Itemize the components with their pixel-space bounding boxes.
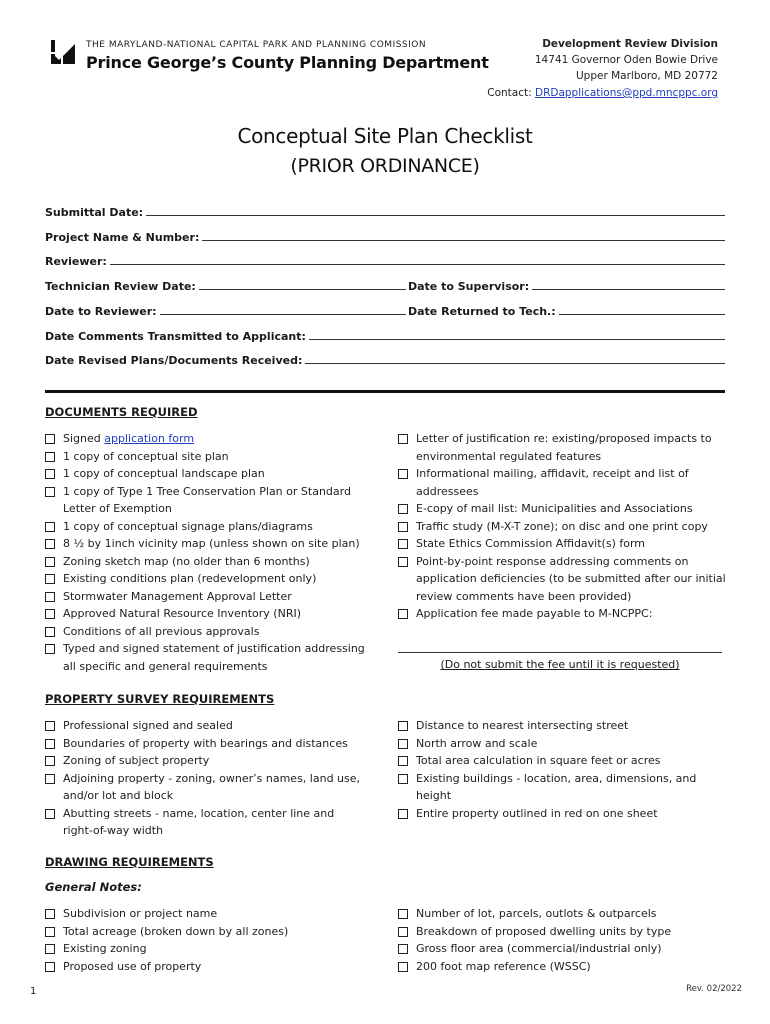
- checkbox[interactable]: [398, 809, 408, 819]
- checkbox[interactable]: [45, 522, 55, 532]
- item-text: State Ethics Commission Affidavit(s) form: [416, 537, 646, 550]
- project-name-field[interactable]: [45, 231, 725, 244]
- checkbox[interactable]: [45, 539, 55, 549]
- checkbox[interactable]: [45, 557, 55, 567]
- item-text: Signed: [63, 432, 101, 445]
- property-survey-right-list: [398, 717, 726, 822]
- fee-amount-line[interactable]: [398, 652, 722, 653]
- item-text: Zoning of subject property: [63, 754, 210, 767]
- checkbox[interactable]: [45, 756, 55, 766]
- checklist-item[interactable]: [45, 588, 365, 606]
- drawing-requirements-heading: DRAWING REQUIREMENTS: [45, 855, 214, 869]
- checkbox[interactable]: [45, 469, 55, 479]
- checkbox[interactable]: [45, 927, 55, 937]
- revision-note: Rev. 02/2022: [686, 984, 742, 994]
- checkbox[interactable]: [398, 756, 408, 766]
- item-text: Proposed use of property: [63, 959, 202, 973]
- reviewer-line[interactable]: [110, 263, 725, 265]
- contact-line: [487, 87, 718, 99]
- checklist-item[interactable]: [398, 958, 726, 976]
- documents-left-list: [45, 430, 365, 675]
- project-name-label: Project Name & Number:: [45, 231, 200, 244]
- item-text: Conditions of all previous approvals: [63, 624, 260, 638]
- date-to-supervisor-field[interactable]: [408, 280, 725, 293]
- date-to-reviewer-field[interactable]: [45, 305, 406, 318]
- date-comments-transmitted-line[interactable]: [309, 338, 725, 340]
- checklist-item[interactable]: [398, 465, 726, 500]
- reviewer-label: Reviewer:: [45, 255, 107, 268]
- item-text: Adjoining property - zoning, owner’s names, land use, and/or lot and block: [63, 771, 361, 802]
- item-text: 1 copy of conceptual landscape plan: [63, 467, 265, 480]
- logo-icon: [51, 40, 75, 64]
- item-text: Breakdown of proposed dwelling units by type: [416, 924, 672, 938]
- checklist-item[interactable]: [45, 923, 367, 941]
- checkbox[interactable]: [398, 504, 408, 514]
- technician-review-date-label: Technician Review Date:: [45, 280, 196, 293]
- checkbox[interactable]: [398, 739, 408, 749]
- checklist-item[interactable]: [398, 923, 726, 941]
- documents-right-list: [398, 430, 726, 623]
- date-returned-to-tech-label: Date Returned to Tech.:: [408, 305, 556, 318]
- checkbox[interactable]: [45, 434, 55, 444]
- date-to-reviewer-line[interactable]: [160, 313, 406, 315]
- contact-label: Contact:: [487, 87, 532, 99]
- contact-email-link[interactable]: DRDapplications@ppd.mncppc.org: [534, 87, 718, 99]
- checkbox[interactable]: [45, 944, 55, 954]
- checkbox[interactable]: [398, 539, 408, 549]
- project-name-line[interactable]: [202, 239, 725, 241]
- property-survey-left-list: [45, 717, 367, 840]
- checklist-item[interactable]: [398, 940, 726, 958]
- checkbox[interactable]: [398, 434, 408, 444]
- checklist-item[interactable]: [398, 553, 726, 606]
- checklist-item[interactable]: [45, 640, 365, 675]
- item-text: Existing buildings - location, area, dimensions, and height: [416, 771, 697, 802]
- date-revised-received-line[interactable]: [305, 362, 725, 364]
- checklist-item[interactable]: [45, 940, 367, 958]
- checklist-item[interactable]: [45, 735, 367, 753]
- drawing-left-list: [45, 905, 367, 975]
- checklist-item[interactable]: [45, 430, 365, 448]
- item-text: Subdivision or project name: [63, 907, 218, 920]
- date-returned-to-tech-field[interactable]: [408, 305, 725, 318]
- checkbox[interactable]: [45, 962, 55, 972]
- item-text: 1 copy of Type 1 Tree Conservation Plan or Standard Letter of Exemption: [63, 484, 351, 515]
- checklist-item[interactable]: [45, 448, 365, 466]
- checklist-item[interactable]: [45, 770, 367, 805]
- address-line1: 14741 Governor Oden Bowie Drive: [534, 54, 718, 66]
- checklist-item[interactable]: [45, 805, 367, 840]
- checklist-item[interactable]: [398, 770, 726, 805]
- item-text: Existing zoning: [63, 942, 147, 955]
- checkbox[interactable]: [45, 644, 55, 654]
- checklist-item[interactable]: [398, 905, 726, 923]
- checkbox[interactable]: [398, 557, 408, 567]
- item-text: Traffic study (M-X-T zone); on disc and one print copy: [416, 519, 708, 533]
- checklist-item[interactable]: [398, 518, 726, 536]
- drawing-right-list: [398, 905, 726, 975]
- item-text: 1 copy of conceptual signage plans/diagrams: [63, 519, 313, 533]
- checklist-item[interactable]: [398, 805, 726, 823]
- item-text: Abutting streets - name, location, center line and right-of-way width: [63, 806, 335, 837]
- date-to-reviewer-label: Date to Reviewer:: [45, 305, 157, 318]
- item-text: Informational mailing, affidavit, receipt and list of addressees: [416, 467, 689, 498]
- checklist-item[interactable]: [45, 958, 367, 976]
- date-to-supervisor-label: Date to Supervisor:: [408, 280, 530, 293]
- date-revised-received-label: Date Revised Plans/Documents Received:: [45, 354, 303, 367]
- fee-note: (Do not submit the fee until it is requested): [440, 658, 680, 671]
- item-text: Total area calculation in square feet or acres: [416, 754, 661, 767]
- item-text: Zoning sketch map (no older than 6 months): [63, 554, 310, 568]
- item-text: North arrow and scale: [416, 736, 538, 750]
- checkbox[interactable]: [45, 909, 55, 919]
- division-name: Development Review Division: [542, 38, 718, 50]
- item-text: Point-by-point response addressing comments on application deficiencies (to be submitted after our initial review comments have been provided): [416, 554, 726, 603]
- checklist-item[interactable]: [45, 605, 365, 623]
- checklist-item[interactable]: [45, 905, 367, 923]
- item-text: Approved Natural Resource Inventory (NRI): [63, 607, 302, 620]
- checklist-item[interactable]: [398, 717, 726, 735]
- item-text: E-copy of mail list: Municipalities and Associations: [416, 502, 693, 515]
- checklist-item[interactable]: [398, 430, 726, 465]
- checklist-item[interactable]: [45, 483, 365, 518]
- checklist-item[interactable]: [398, 752, 726, 770]
- checklist-item[interactable]: [398, 605, 726, 623]
- checkbox[interactable]: [398, 774, 408, 784]
- submittal-date-line[interactable]: [146, 214, 725, 216]
- checkbox[interactable]: [398, 927, 408, 937]
- item-text: 8 ½ by 1inch vicinity map (unless shown on site plan): [63, 537, 360, 550]
- division-address-block: [535, 36, 718, 84]
- checkbox[interactable]: [398, 909, 408, 919]
- checklist-item[interactable]: [398, 535, 726, 553]
- checklist-item[interactable]: [45, 518, 365, 536]
- page-subtitle: (PRIOR ORDINANCE): [290, 155, 480, 177]
- checkbox[interactable]: [398, 522, 408, 532]
- page-number: 1: [30, 986, 37, 997]
- checklist-item[interactable]: [45, 623, 365, 641]
- item-text: Boundaries of property with bearings and distances: [63, 736, 348, 750]
- item-text: Professional signed and sealed: [63, 719, 233, 732]
- checkbox[interactable]: [398, 962, 408, 972]
- item-text: 1 copy of conceptual site plan: [63, 449, 229, 463]
- checkbox[interactable]: [398, 721, 408, 731]
- date-comments-transmitted-label: Date Comments Transmitted to Applicant:: [45, 330, 306, 343]
- item-text: Application fee made payable to M-NCPPC:: [416, 607, 653, 620]
- checklist-item[interactable]: [45, 465, 365, 483]
- item-text: Number of lot, parcels, outlots & outparcels: [416, 907, 657, 920]
- checklist-item[interactable]: [398, 735, 726, 753]
- item-text: Letter of justification re: existing/proposed impacts to environmental regulated features: [416, 432, 712, 463]
- page-title: Conceptual Site Plan Checklist: [237, 124, 533, 148]
- date-returned-to-tech-line[interactable]: [559, 313, 725, 315]
- checkbox[interactable]: [398, 609, 408, 619]
- property-survey-heading: PROPERTY SURVEY REQUIREMENTS: [45, 692, 275, 706]
- item-text: 200 foot map reference (WSSC): [416, 959, 591, 973]
- item-text: Existing conditions plan (redevelopment only): [63, 572, 317, 585]
- checkbox[interactable]: [45, 452, 55, 462]
- checkbox[interactable]: [45, 609, 55, 619]
- checklist-item[interactable]: [45, 717, 367, 735]
- section-divider: [45, 390, 725, 393]
- checklist-item[interactable]: [398, 500, 726, 518]
- checkbox[interactable]: [45, 574, 55, 584]
- checklist-item[interactable]: [45, 570, 365, 588]
- date-revised-received-field[interactable]: [45, 354, 725, 367]
- checkbox[interactable]: [45, 721, 55, 731]
- item-text: Typed and signed statement of justification addressing all specific and general requirements: [63, 642, 365, 673]
- documents-required-heading: DOCUMENTS REQUIRED: [45, 405, 198, 419]
- reviewer-field[interactable]: [45, 255, 725, 268]
- checkbox[interactable]: [45, 809, 55, 819]
- item-text: Entire property outlined in red on one sheet: [416, 806, 658, 820]
- technician-review-date-line[interactable]: [199, 288, 406, 290]
- checkbox[interactable]: [45, 592, 55, 602]
- checkbox[interactable]: [45, 739, 55, 749]
- application-form-link[interactable]: application form: [104, 432, 195, 445]
- item-text: Distance to nearest intersecting street: [416, 719, 629, 732]
- item-text: Total acreage (broken down by all zones): [63, 924, 289, 938]
- checkbox[interactable]: [45, 487, 55, 497]
- checklist-item[interactable]: [45, 553, 365, 571]
- department-name: Prince George’s County Planning Department: [86, 53, 489, 72]
- item-text: Stormwater Management Approval Letter: [63, 589, 292, 603]
- submittal-date-label: Submittal Date:: [45, 206, 144, 219]
- checkbox[interactable]: [45, 774, 55, 784]
- agency-name: THE MARYLAND-NATIONAL CAPITAL PARK AND PLANNING COMISSION: [86, 40, 427, 50]
- checkbox[interactable]: [45, 627, 55, 637]
- checkbox[interactable]: [398, 944, 408, 954]
- technician-review-date-field[interactable]: [45, 280, 406, 293]
- date-comments-transmitted-field[interactable]: [45, 330, 725, 343]
- submittal-date-field[interactable]: [45, 206, 725, 219]
- checkbox[interactable]: [398, 469, 408, 479]
- address-line2: Upper Marlboro, MD 20772: [575, 70, 718, 82]
- checklist-item[interactable]: [45, 752, 367, 770]
- item-text: Gross floor area (commercial/industrial only): [416, 942, 662, 955]
- general-notes-subheading: General Notes:: [45, 880, 142, 894]
- date-to-supervisor-line[interactable]: [532, 288, 725, 290]
- checklist-item[interactable]: [45, 535, 365, 553]
